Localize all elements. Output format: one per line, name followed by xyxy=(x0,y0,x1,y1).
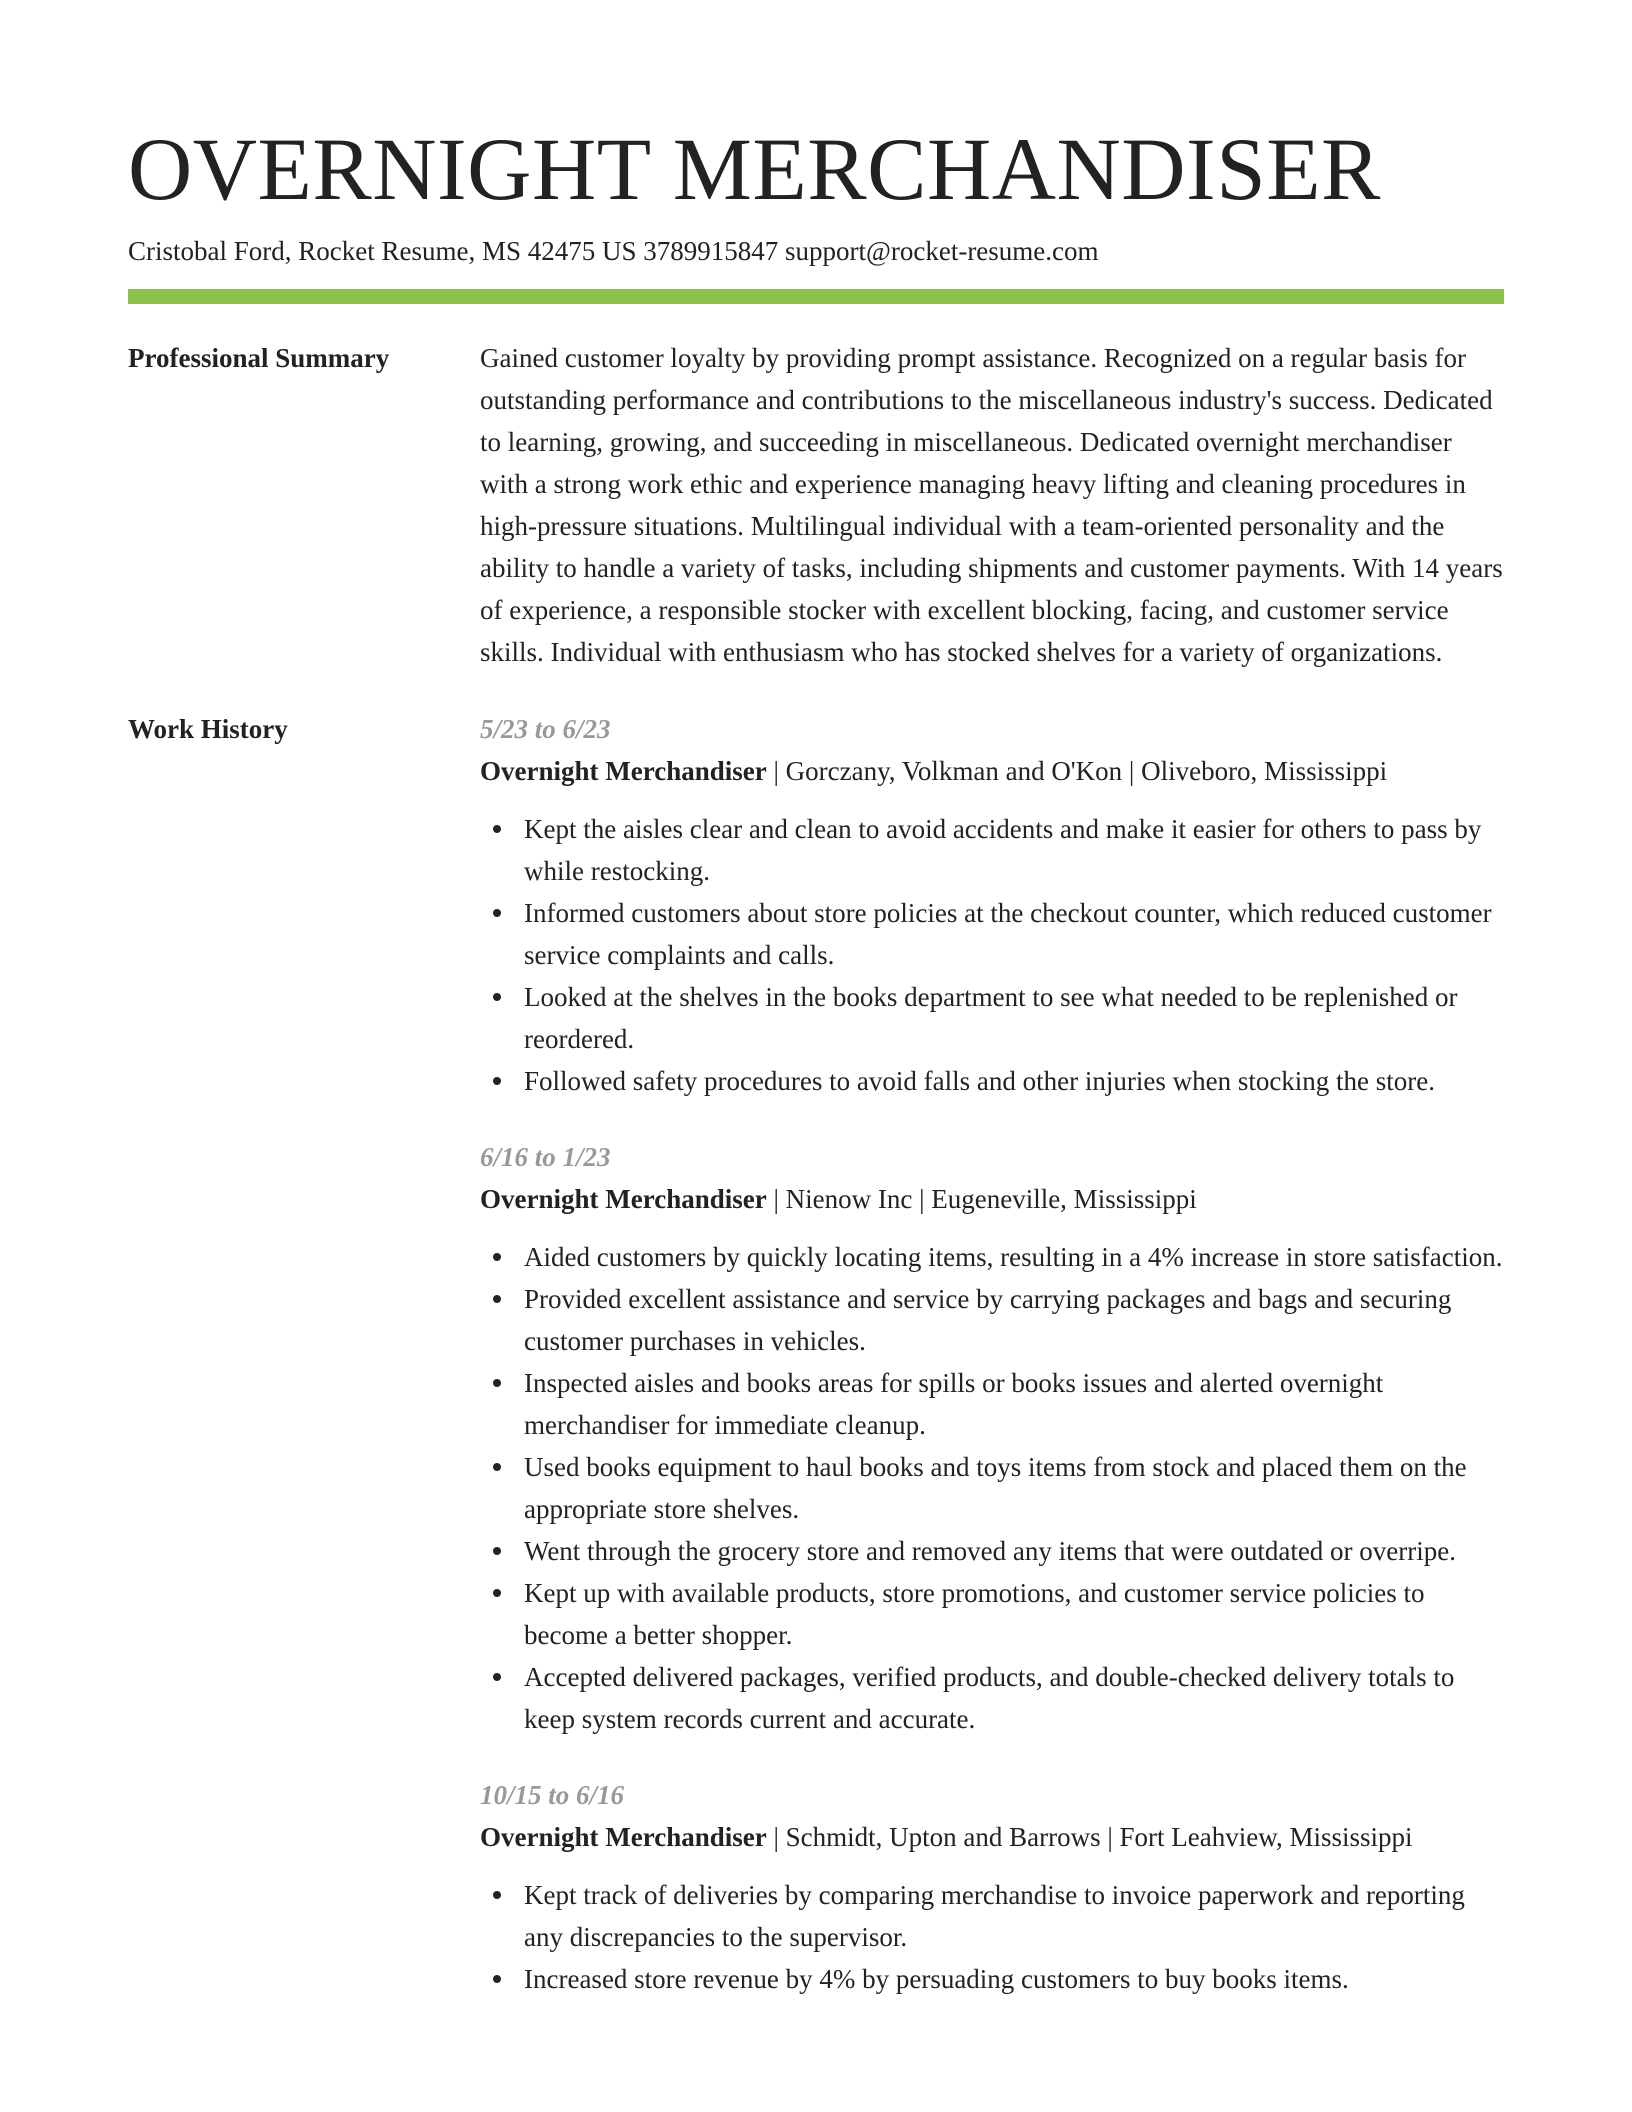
list-item xyxy=(480,1530,1504,1572)
list-item xyxy=(480,1278,1504,1362)
job-bullet-list xyxy=(480,1874,1504,2000)
job-dates: 10/15 to 6/16 xyxy=(480,1780,625,1810)
bullet-text: Provided excellent assistance and service by carrying packages and bags and securing customer purchases in vehicles. xyxy=(524,1284,1452,1356)
job-title: Overnight Merchandiser xyxy=(480,1822,767,1852)
list-item xyxy=(480,1362,1504,1446)
section-content xyxy=(480,337,1504,673)
job-employer-location: | Gorczany, Volkman and O'Kon | Oliveboro, Mississippi xyxy=(766,756,1388,786)
jobs-list xyxy=(480,708,1504,2034)
work-history-section xyxy=(128,708,1504,2034)
job-employer-location: | Nienow Inc | Eugeneville, Mississippi xyxy=(766,1184,1197,1214)
section-heading: Professional Summary xyxy=(128,343,390,373)
bullet-icon xyxy=(493,825,501,833)
bullet-icon xyxy=(493,1379,501,1387)
bullet-text: Increased store revenue by 4% by persuading customers to buy books items. xyxy=(524,1964,1349,1994)
bullet-icon xyxy=(493,1295,501,1303)
job-bullet-list xyxy=(480,808,1504,1102)
list-item xyxy=(480,1656,1504,1740)
header-divider xyxy=(128,289,1504,304)
job-dates: 5/23 to 6/23 xyxy=(480,714,611,744)
bullet-text: Used books equipment to haul books and toys items from stock and placed them on the appropriate store shelves. xyxy=(524,1452,1467,1524)
list-item xyxy=(480,892,1504,976)
list-item xyxy=(480,1060,1504,1102)
contact-line: Cristobal Ford, Rocket Resume, MS 42475 US 3789915847 support@rocket-resume.com xyxy=(128,236,1099,266)
job-entry xyxy=(480,1136,1504,1740)
bullet-text: Informed customers about store policies at the checkout counter, which reduced customer service complaints and calls. xyxy=(524,898,1492,970)
bullet-icon xyxy=(493,1463,501,1471)
job-entry xyxy=(480,708,1504,1102)
job-title-line xyxy=(480,1816,1504,1858)
bullet-text: Inspected aisles and books areas for spills or books issues and alerted overnight merchandiser for immediate cleanup. xyxy=(524,1368,1384,1440)
list-item xyxy=(480,1236,1504,1278)
job-bullet-list xyxy=(480,1236,1504,1740)
bullet-text: Kept the aisles clear and clean to avoid accidents and make it easier for others to pass by while restocking. xyxy=(524,814,1482,886)
bullet-text: Kept track of deliveries by comparing merchandise to invoice paperwork and reporting any discrepancies to the supervisor. xyxy=(524,1880,1465,1952)
bullet-text: Followed safety procedures to avoid falls and other injuries when stocking the store. xyxy=(524,1066,1436,1096)
section-heading: Work History xyxy=(128,714,288,744)
job-title-line xyxy=(480,750,1504,792)
list-item xyxy=(480,1446,1504,1530)
bullet-icon xyxy=(493,1589,501,1597)
list-item xyxy=(480,1572,1504,1656)
bullet-text: Looked at the shelves in the books department to see what needed to be replenished or reordered. xyxy=(524,982,1458,1054)
bullet-icon xyxy=(493,1547,501,1555)
bullet-icon xyxy=(493,1253,501,1261)
bullet-icon xyxy=(493,1673,501,1681)
job-employer-location: | Schmidt, Upton and Barrows | Fort Leahview, Mississippi xyxy=(766,1822,1413,1852)
bullet-icon xyxy=(493,909,501,917)
job-entry xyxy=(480,1774,1504,2000)
resume-page xyxy=(128,118,1504,2034)
job-title-line xyxy=(480,1178,1504,1220)
list-item xyxy=(480,1874,1504,1958)
bullet-icon xyxy=(493,1975,501,1983)
job-title: Overnight Merchandiser xyxy=(480,1184,767,1214)
professional-summary-section xyxy=(128,337,1504,673)
bullet-text: Went through the grocery store and removed any items that were outdated or overripe. xyxy=(524,1536,1457,1566)
list-item xyxy=(480,1958,1504,2000)
summary-text: Gained customer loyalty by providing prompt assistance. Recognized on a regular basis for outstanding performance and contributions to the miscellaneous industry's success. Dedicated to learning, growing, and succeeding in miscellaneous. Dedicated overnight merchandiser with a strong work ethic and experience managing heavy lifting and cleaning procedures in high-pressure situations. Multilingual individual with a team-oriented personality and the ability to handle a variety of tasks, including shipments and customer payments. With 14 years of experience, a responsible stocker with excellent blocking, facing, and customer service skills. Individual with enthusiasm who has stocked shelves for a variety of organizations. xyxy=(480,343,1503,667)
bullet-icon xyxy=(493,1891,501,1899)
bullet-text: Accepted delivered packages, verified products, and double-checked delivery totals to keep system records current and accurate. xyxy=(524,1662,1455,1734)
list-item xyxy=(480,808,1504,892)
bullet-text: Aided customers by quickly locating items, resulting in a 4% increase in store satisfaction. xyxy=(524,1242,1503,1272)
resume-title: OVERNIGHT MERCHANDISER xyxy=(128,121,1381,219)
bullet-text: Kept up with available products, store promotions, and customer service policies to become a better shopper. xyxy=(524,1578,1425,1650)
bullet-icon xyxy=(493,1077,501,1085)
job-dates: 6/16 to 1/23 xyxy=(480,1142,611,1172)
job-title: Overnight Merchandiser xyxy=(480,756,767,786)
list-item xyxy=(480,976,1504,1060)
bullet-icon xyxy=(493,993,501,1001)
